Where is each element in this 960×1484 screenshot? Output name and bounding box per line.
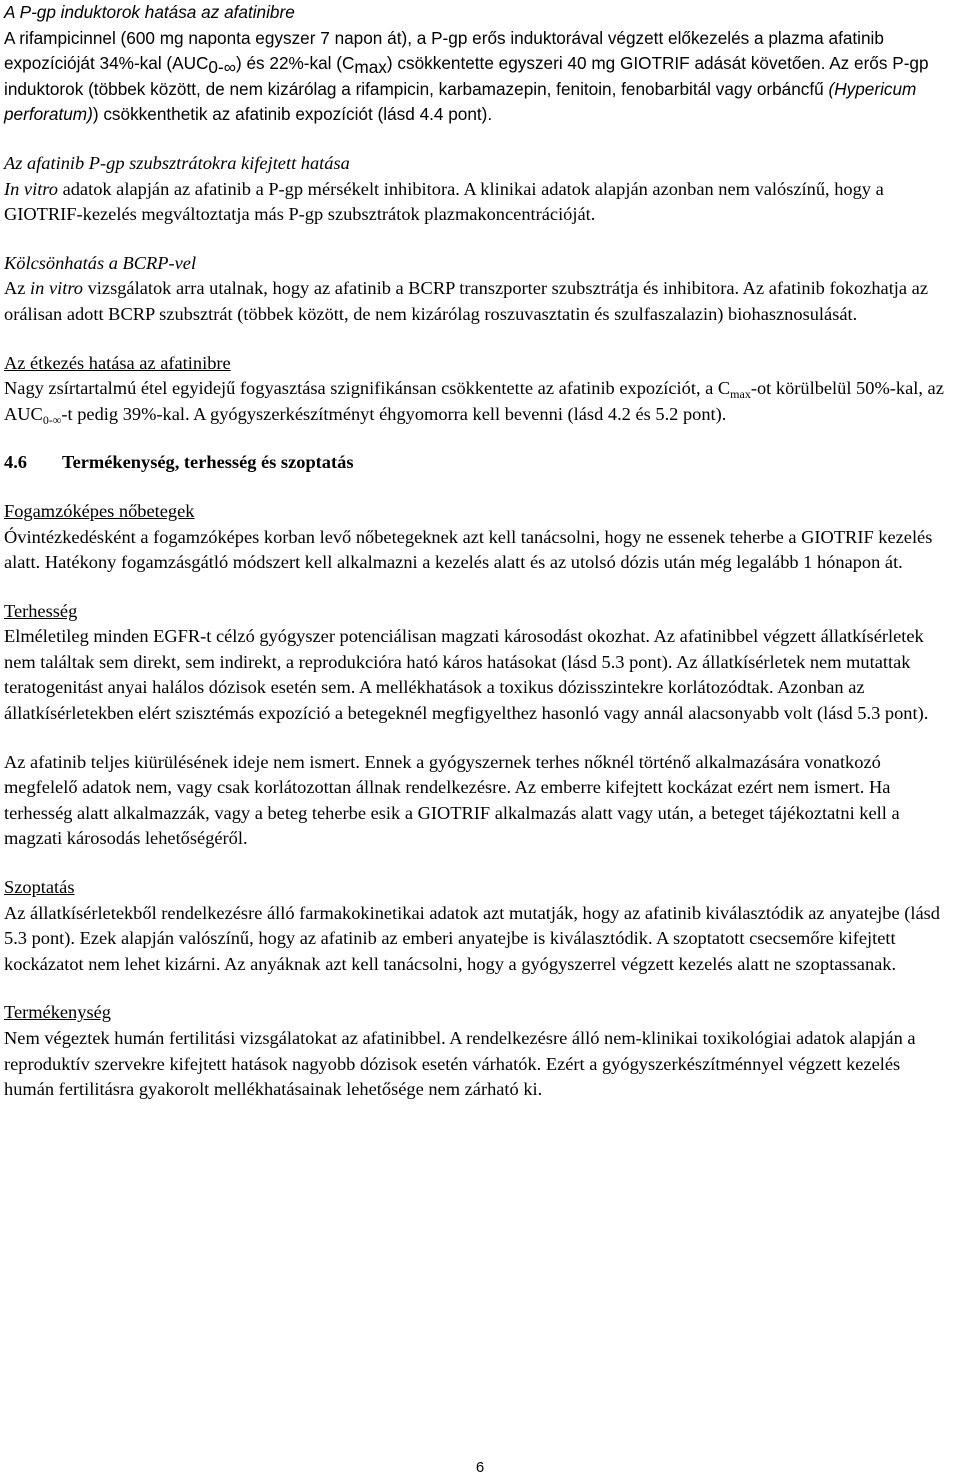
section-bcrp bbox=[4, 251, 954, 328]
page-number: 6 bbox=[475, 1459, 485, 1476]
paragraph-pregnancy-2: Az afatinib teljes kiürülésének ideje nem ismert. Ennek a gyógyszernek terhes nőknél történő alkalmazására vonatkozó megfelelő adatok nem, vagy csak korlátozottan állnak rendelkezésre. Az emberre kifejtett kockázat ezért nem ismert. Ha terhesség alatt alkalmazzák, vagy a beteg teherbe esik a GIOTRIF alkalmazás alatt vagy után, a beteget tájékoztatni kell a magzati károsodás lehetőségéről. bbox=[4, 751, 900, 849]
heading-women: Fogamzóképes nőbetegek bbox=[4, 500, 195, 521]
heading-food: Az étkezés hatása az afatinibre bbox=[4, 352, 231, 373]
section-pgp-inducers bbox=[4, 0, 954, 128]
section-fertility bbox=[4, 1000, 954, 1102]
paragraph-fertility: Nem végeztek humán fertilitási vizsgálatokat az afatinibbel. A rendelkezésre álló nem-klinikai toxikológiai adatok alapján a reproduktív szervekre kifejtett hatások nagyobb dózisok esetén várhatók. Ezért a gyógyszerkészítménnyel végzett kezelés humán fertilitásra gyakorolt mellékhatásainak lehetősége nem zárható ki. bbox=[4, 1028, 916, 1100]
section-breastfeeding bbox=[4, 875, 954, 977]
paragraph-bcrp: Az in vitro vizsgálatok arra utalnak, hogy az afatinib a BCRP transzporter szubsztrátja és inhibitora. Az afatinib fokozhatja az orálisan adott BCRP szubsztrát (többek között, de nem kizárólag roszuvasztatin és szulfaszalazin) biohasznosulását. bbox=[4, 278, 929, 324]
heading-pgp-substrates: Az afatinib P-gp szubsztrátokra kifejtett hatása bbox=[4, 152, 350, 173]
paragraph-women: Óvintézkedésként a fogamzóképes korban levő nőbetegeknek azt kell tanácsolni, hogy ne essenek teherbe a GIOTRIF kezelés alatt. Hatékony fogamzásgátló módszert kell alkalmazni a kezelés alatt és az utolsó dózis után még legalább 1 hónapon át. bbox=[4, 526, 933, 573]
heading-breastfeeding: Szoptatás bbox=[4, 877, 75, 898]
heading-pregnancy: Terhesség bbox=[4, 600, 78, 621]
heading-pgp-inducers: A P-gp induktorok hatása az afatinibre bbox=[4, 2, 295, 22]
paragraph-pregnancy-1: Elméletileg minden EGFR-t célzó gyógyszer potenciálisan magzati károsodást okozhat. Az afatinibbel végzett állatkísérletek nem találtak sem direkt, sem indirekt, a reprodukcióra ható káros hatásokat (lásd 5.3 pont). Az állatkísérletek nem mutattak teratogenitást anyai halálos dózisok esetén sem. A mellékhatások a toxikus dózisszintekre korlátozódtak. Azonban az állatkísérletekben elért szisztémás expozíció a betegeknél megfigyelthez hasonló vagy annál alacsonyabb volt (lásd 5.3 pont). bbox=[4, 626, 929, 724]
heading-bcrp: Kölcsönhatás a BCRP-vel bbox=[4, 252, 197, 273]
paragraph-pgp-substrates: In vitro adatok alapján az afatinib a P-gp mérsékelt inhibitora. A klinikai adatok alapján azonban nem valószínű, hogy a GIOTRIF-kezelés megváltoztatja más P-gp szubsztrátok plazmakoncentrációját. bbox=[4, 178, 884, 225]
section-pgp-substrates bbox=[4, 151, 954, 228]
section-title: Termékenység, terhesség és szoptatás bbox=[62, 452, 354, 473]
paragraph-pgp-inducers: A rifampicinnel (600 mg naponta egyszer 7 napon át), a P-gp erős induktorával végzett előkezelés a plazma afatinib expozícióját 34%-kal (AUC0-∞) és 22%-kal (Cmax) csökkentette egyszeri 40 mg GIOTRIF adását követően. Az erős P-gp induktorok (többek között, de nem kizárólag a rifampicin, karbamazepin, fenitoin, fenobarbitál vagy orbáncfű (Hypericum perforatum)) csökkenthetik az afatinib expozíciót (lásd 4.4 pont). bbox=[4, 27, 929, 125]
section-heading-4-6 bbox=[4, 450, 954, 476]
paragraph-food: Nagy zsírtartalmú étel egyidejű fogyasztása szignifikánsan csökkentette az afatinib expozíciót, a $C_{max}-ot$ körülbelül 50%-kal, az $AUC_{0-\infty}-t$ pedig 39%-kal. A gyógyszerkészítményt éhgyomorra kell bevenni (lásd 4.2 és 5.2 pont). bbox=[4, 378, 944, 427]
section-women bbox=[4, 499, 954, 576]
heading-fertility: Termékenység bbox=[4, 1002, 111, 1023]
document-body bbox=[4, 0, 954, 1126]
section-pregnancy bbox=[4, 599, 954, 727]
section-pregnancy-cont bbox=[4, 750, 954, 852]
paragraph-breastfeeding: Az állatkísérletekből rendelkezésre álló farmakokinetikai adatok azt mutatják, hogy az afatinib kiválasztódik az anyatejbe (lásd 5.3 pont). Ezek alapján valószínű, hogy az afatinib az emberi anyatejbe is kiválasztódik. A szoptatott csecsemőre kifejtett kockázatot nem lehet kizárni. Az anyáknak azt kell tanácsolni, hogy a gyógyszerrel végzett kezelés alatt ne szoptassanak. bbox=[4, 902, 940, 974]
section-number: 4.6 bbox=[4, 452, 27, 473]
section-food bbox=[4, 351, 954, 428]
